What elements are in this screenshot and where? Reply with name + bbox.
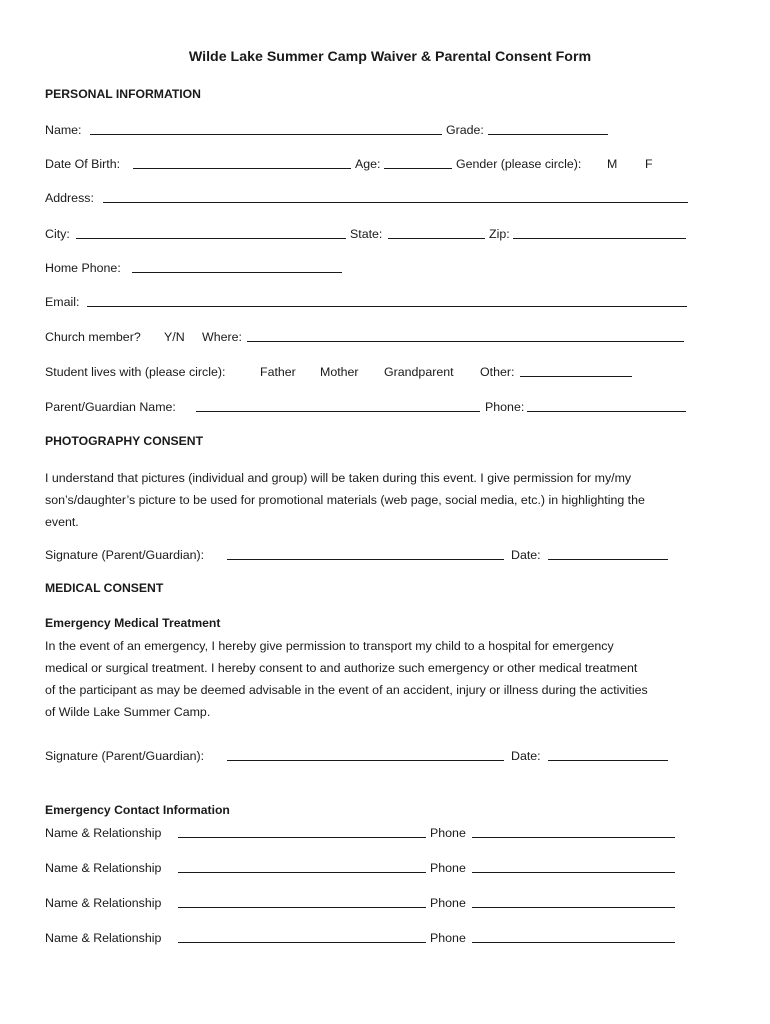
contact-phone-label: Phone bbox=[430, 896, 466, 910]
dob-age-gender-row bbox=[45, 155, 735, 173]
emergency-contact-row bbox=[45, 859, 735, 877]
photo-text-line: son’s/daughter’s picture to be used for promotional materials (web page, social media, etc.) in highlighting the bbox=[45, 493, 645, 507]
state-field[interactable] bbox=[388, 225, 485, 239]
lives-with-grandparent[interactable]: Grandparent bbox=[384, 365, 454, 379]
church-label: Church member? bbox=[45, 330, 141, 344]
medical-text-line: medical or surgical treatment. I hereby consent to and authorize such emergency or other medical treatment bbox=[45, 661, 638, 675]
emergency-contact-row bbox=[45, 824, 735, 842]
contact-name-label: Name & Relationship bbox=[45, 896, 162, 910]
emergency-contact-row bbox=[45, 894, 735, 912]
guardian-row bbox=[45, 398, 735, 416]
home-phone-field[interactable] bbox=[132, 259, 342, 273]
guardian-name-field[interactable] bbox=[196, 398, 480, 412]
age-field[interactable] bbox=[384, 155, 452, 169]
photo-date-label: Date: bbox=[511, 548, 541, 562]
church-yn[interactable]: Y/N bbox=[164, 330, 185, 344]
state-label: State: bbox=[350, 227, 383, 241]
name-grade-row bbox=[45, 121, 735, 139]
email-row bbox=[45, 293, 735, 311]
grade-field[interactable] bbox=[488, 121, 608, 135]
address-label: Address: bbox=[45, 191, 94, 205]
contact-phone-label: Phone bbox=[430, 861, 466, 875]
lives-with-other-field[interactable] bbox=[520, 363, 632, 377]
contact-phone-label: Phone bbox=[430, 931, 466, 945]
lives-with-row bbox=[45, 363, 735, 381]
zip-field[interactable] bbox=[513, 225, 686, 239]
contact-phone-field[interactable] bbox=[472, 929, 675, 943]
medical-consent-heading: MEDICAL CONSENT bbox=[45, 581, 164, 595]
contact-phone-label: Phone bbox=[430, 826, 466, 840]
age-label: Age: bbox=[355, 157, 381, 171]
where-label: Where: bbox=[202, 330, 242, 344]
medical-signature-field[interactable] bbox=[227, 747, 504, 761]
form-title: Wilde Lake Summer Camp Waiver & Parental Consent Form bbox=[188, 49, 592, 65]
name-label: Name: bbox=[45, 123, 82, 137]
dob-label: Date Of Birth: bbox=[45, 157, 121, 171]
personal-info-heading: PERSONAL INFORMATION bbox=[45, 87, 201, 101]
photo-signature-row bbox=[45, 546, 735, 564]
photo-signature-field[interactable] bbox=[227, 546, 504, 560]
contact-name-field[interactable] bbox=[178, 824, 426, 838]
name-field[interactable] bbox=[90, 121, 442, 135]
dob-field[interactable] bbox=[133, 155, 351, 169]
medical-text-line: of the participant as may be deemed advisable in the event of an accident, injury or illness during the activities bbox=[45, 683, 648, 697]
guardian-phone-field[interactable] bbox=[527, 398, 686, 412]
gender-option-m[interactable]: M bbox=[607, 157, 618, 171]
medical-consent-text bbox=[45, 635, 730, 723]
medical-date-label: Date: bbox=[511, 749, 541, 763]
email-field[interactable] bbox=[87, 293, 687, 307]
lives-with-other[interactable]: Other: bbox=[480, 365, 515, 379]
photo-consent-heading: PHOTOGRAPHY CONSENT bbox=[45, 434, 204, 448]
emergency-contact-row bbox=[45, 929, 735, 947]
where-field[interactable] bbox=[247, 328, 684, 342]
medical-signature-row bbox=[45, 747, 735, 765]
photo-text-line: I understand that pictures (individual and group) will be taken during this event. I give permission for my/my bbox=[45, 471, 632, 485]
contact-name-field[interactable] bbox=[178, 894, 426, 908]
medical-date-field[interactable] bbox=[548, 747, 668, 761]
email-label: Email: bbox=[45, 295, 80, 309]
contact-name-field[interactable] bbox=[178, 929, 426, 943]
city-state-zip-row bbox=[45, 225, 735, 243]
grade-label: Grade: bbox=[446, 123, 484, 137]
contact-phone-field[interactable] bbox=[472, 859, 675, 873]
contact-name-label: Name & Relationship bbox=[45, 826, 162, 840]
city-field[interactable] bbox=[76, 225, 346, 239]
lives-with-label: Student lives with (please circle): bbox=[45, 365, 226, 379]
contact-name-label: Name & Relationship bbox=[45, 931, 162, 945]
guardian-name-label: Parent/Guardian Name: bbox=[45, 400, 176, 414]
home-phone-label: Home Phone: bbox=[45, 261, 121, 275]
contact-phone-field[interactable] bbox=[472, 824, 675, 838]
photo-signature-label: Signature (Parent/Guardian): bbox=[45, 548, 205, 562]
lives-with-mother[interactable]: Mother bbox=[320, 365, 359, 379]
medical-text-line: In the event of an emergency, I hereby give permission to transport my child to a hospital for emergency bbox=[45, 639, 614, 653]
church-row bbox=[45, 328, 735, 346]
city-label: City: bbox=[45, 227, 70, 241]
emergency-treatment-heading: Emergency Medical Treatment bbox=[45, 616, 221, 630]
guardian-phone-label: Phone: bbox=[485, 400, 525, 414]
zip-label: Zip: bbox=[489, 227, 510, 241]
medical-text-line: of Wilde Lake Summer Camp. bbox=[45, 705, 211, 719]
gender-label: Gender (please circle): bbox=[456, 157, 582, 171]
home-phone-row bbox=[45, 259, 735, 277]
gender-option-f[interactable]: F bbox=[645, 157, 653, 171]
photo-date-field[interactable] bbox=[548, 546, 668, 560]
contact-phone-field[interactable] bbox=[472, 894, 675, 908]
contact-name-label: Name & Relationship bbox=[45, 861, 162, 875]
lives-with-father[interactable]: Father bbox=[260, 365, 296, 379]
emergency-contact-heading: Emergency Contact Information bbox=[45, 803, 230, 817]
photo-text-line: event. bbox=[45, 515, 79, 529]
contact-name-field[interactable] bbox=[178, 859, 426, 873]
photo-consent-text bbox=[45, 467, 730, 533]
address-row bbox=[45, 189, 735, 207]
address-field[interactable] bbox=[103, 189, 688, 203]
medical-signature-label: Signature (Parent/Guardian): bbox=[45, 749, 205, 763]
